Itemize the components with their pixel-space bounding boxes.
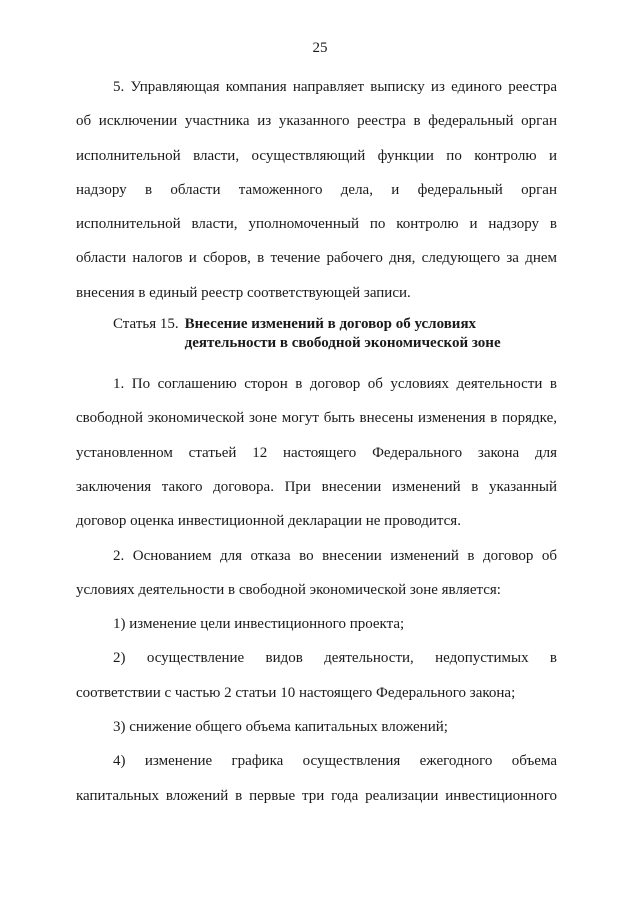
list-item-1: 1) изменение цели инвестиционного проекта;	[113, 616, 405, 633]
article-title: Внесение изменений в договор об условиях деятельности в свободной экономической зоне	[184, 316, 501, 352]
paragraph-2: 2. Основанием для отказа во внесении изменений в договор об условиях деятельности в свободной экономической зоне является:	[76, 547, 557, 598]
list-item-2: 2) осуществление видов деятельности, недопустимых в соответствии с частью 2 статьи 10 настоящего Федерального закона;	[76, 650, 557, 701]
paragraph-5: 5. Управляющая компания направляет выписку из единого реестра об исключении участника из указанного реестра в федеральный орган исполнительной власти, осуществляющий функции по контролю и надзору в области таможенного дела, и федеральный орган исполнительной власти, уполномоченный по контролю и надзору в области налогов и сборов, в течение рабочего дня, следующего за днем внесения в единый реестр соответствующей записи.	[76, 79, 557, 301]
document-body	[76, 70, 557, 813]
list-item-4: 4) изменение графика осуществления ежегодного объема капитальных вложений в первые три года реализации инвестиционного	[76, 753, 557, 804]
article-number: Статья 15.	[113, 316, 179, 333]
paragraph-1: 1. По соглашению сторон в договор об условиях деятельности в свободной экономической зоне могут быть внесены изменения в порядке, установленном статьей 12 настоящего Федерального закона для заключения такого договора. При внесении изменений в указанный договор оценка инвестиционной декларации не проводится.	[76, 376, 557, 530]
page-number: 25	[312, 40, 328, 56]
article-heading	[76, 315, 557, 353]
list-item-3: 3) снижение общего объема капитальных вложений;	[113, 719, 448, 736]
